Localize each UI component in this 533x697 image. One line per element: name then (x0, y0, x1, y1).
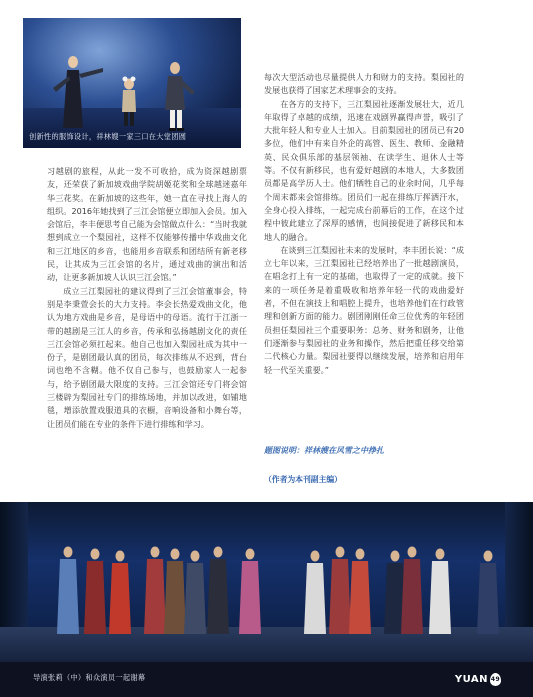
cast-member-head (391, 551, 400, 562)
right-paragraph-1: 每次大型活动也尽量提供人力和财力的支持。梨园社的发展也获得了国家艺术理事会的支持。 (264, 72, 464, 96)
right-paragraph-3: 在谈到三江梨园社未来的发展时，李丰团长说：“成立七年以来，三江梨园社已经培养出了一批越剧演员，在唱念打上有一定的基础，也取得了一定的成就。接下来的一项任务是着重吸收和培养年轻一代的戏曲爱好者，不但在演技上和唱腔上提升，也培养他们在行政管理和创新方面的能力。剧团刚刚任命三位优秀的年轻团员担任梨园社三个重要职务：总务、财务和剧务，让他们逐渐参与梨园社的业务和操作，然后把重任移交给第二代核心力量。梨园社要得以继续发展，培养和启用年轻一代至关重要。” (264, 244, 464, 375)
cast-member-body (349, 561, 371, 634)
top-photo-caption: 创新性的服饰设计，祥林嫂一家三口在大堂团圆 (29, 132, 187, 141)
bottom-photo-caption: 导演张莉（中）和众演员一起谢幕 (33, 673, 146, 682)
cast-member-head (214, 547, 223, 558)
title-image-caption: 题图说明：祥林嫂在风雪之中挣扎 (264, 446, 384, 455)
left-paragraph-2: 成立三江梨园社的建议得到了三江会馆董事会，特别是李秉萱会长的大力支持。李会长热爱戏曲文化，他认为地方戏曲是乡音，是母语中的母语。流行于江浙一带的越剧是三江人的乡音，传承和弘扬越剧文化的责任三江会馆必须扛起来。他自己也加入梨园社成为其中一份子，是剧团最认真的团员，每次排练从不迟到，背台词也绝不含糊。他不仅自己参与，也鼓励家人一起参与，给予剧团最大限度的支持。三江会馆还专门将会馆三楼辟为梨园社专门的排练场地，并加以改进，如铺地毯，增添放置戏服道具的衣橱，音响设备和小舞台等，让团员们能在专业的条件下进行排练和学习。 (47, 285, 247, 429)
cast-member-body (84, 561, 106, 634)
cast-member-head (436, 549, 445, 560)
cast-member-body (401, 559, 423, 634)
cast-member-head (484, 551, 493, 562)
brand-name: YUAN (454, 674, 488, 685)
author-credit: （作者为本刊副主编） (264, 475, 342, 484)
cast-member-body (304, 563, 326, 634)
cast-member-head (64, 547, 73, 558)
cast-member-body (57, 559, 79, 634)
cast-member-body (144, 559, 166, 634)
cast-member-head (246, 549, 255, 560)
stage-figures-illustration (23, 18, 241, 148)
cast-member-head (356, 549, 365, 560)
magazine-brand (455, 673, 501, 686)
cast-member-head (311, 551, 320, 562)
cast-member-body (184, 563, 206, 634)
cast-member-head (171, 549, 180, 560)
cast-member-head (151, 547, 160, 558)
cast-member-head (408, 547, 417, 558)
cast-member-head (191, 551, 200, 562)
cast-member-head (336, 547, 345, 558)
page-number-badge: 49 (490, 673, 501, 686)
bottom-stage-photo (0, 502, 533, 697)
cast-member-body (477, 563, 499, 634)
cast-member-body (329, 559, 351, 634)
top-stage-photo (23, 18, 241, 148)
cast-member-head (116, 551, 125, 562)
cast-member-body (239, 561, 261, 634)
right-paragraph-2: 在各方的支持下，三江梨园社逐渐发展壮大，近几年取得了卓越的成绩，迅速在戏剧界赢得声誉，吸引了大批年轻人和专业人士加入。目前梨园社的团员已有20多位，他们中有来自外企的高管、医生、教师、金融精英、民众俱乐部的基层领袖、在读学生、退休人士等等。不仅有新移民，也有爱好越剧的本地人，大多数团员都是高学历人士。他们牺牲自己的业余时间，几乎每个周末都来会馆排练。团员们一起在排练厅挥洒汗水，全身心投入排练，一起完成台前幕后的工作，在这个过程中彼此建立了深厚的感情，也间接促进了新移民和本地人的融合。 (264, 98, 464, 242)
cast-member-body (207, 559, 229, 634)
right-text-column (264, 71, 464, 377)
cast-member-body (429, 561, 451, 634)
curtain-call-cast-illustration (0, 502, 533, 662)
left-text-column (47, 165, 247, 431)
cast-member-body (109, 563, 131, 634)
left-paragraph-1: 习越剧的旅程，从此一发不可收拾，成为资深越剧票友，还荣获了新加坡戏曲学院胡姬花奖和全球越迷嘉年华三花奖。在新加坡的这些年，她一直在寻找上海人的组织。2016年她找到了三江会馆便立即加入会员。加入会馆后，李丰便思考自己能为会馆做点什么：“当时我就想到成立一个梨园社，这样不仅能够传播中华戏曲文化和三江地区的乡音，也能用乡音联系和团结所有新老移民，让其成为三江会馆的名片，通过戏曲的演出和活动，让更多新加坡人认识三江会馆。” (47, 166, 247, 283)
cast-member-body (164, 561, 186, 634)
cast-member-head (91, 549, 100, 560)
